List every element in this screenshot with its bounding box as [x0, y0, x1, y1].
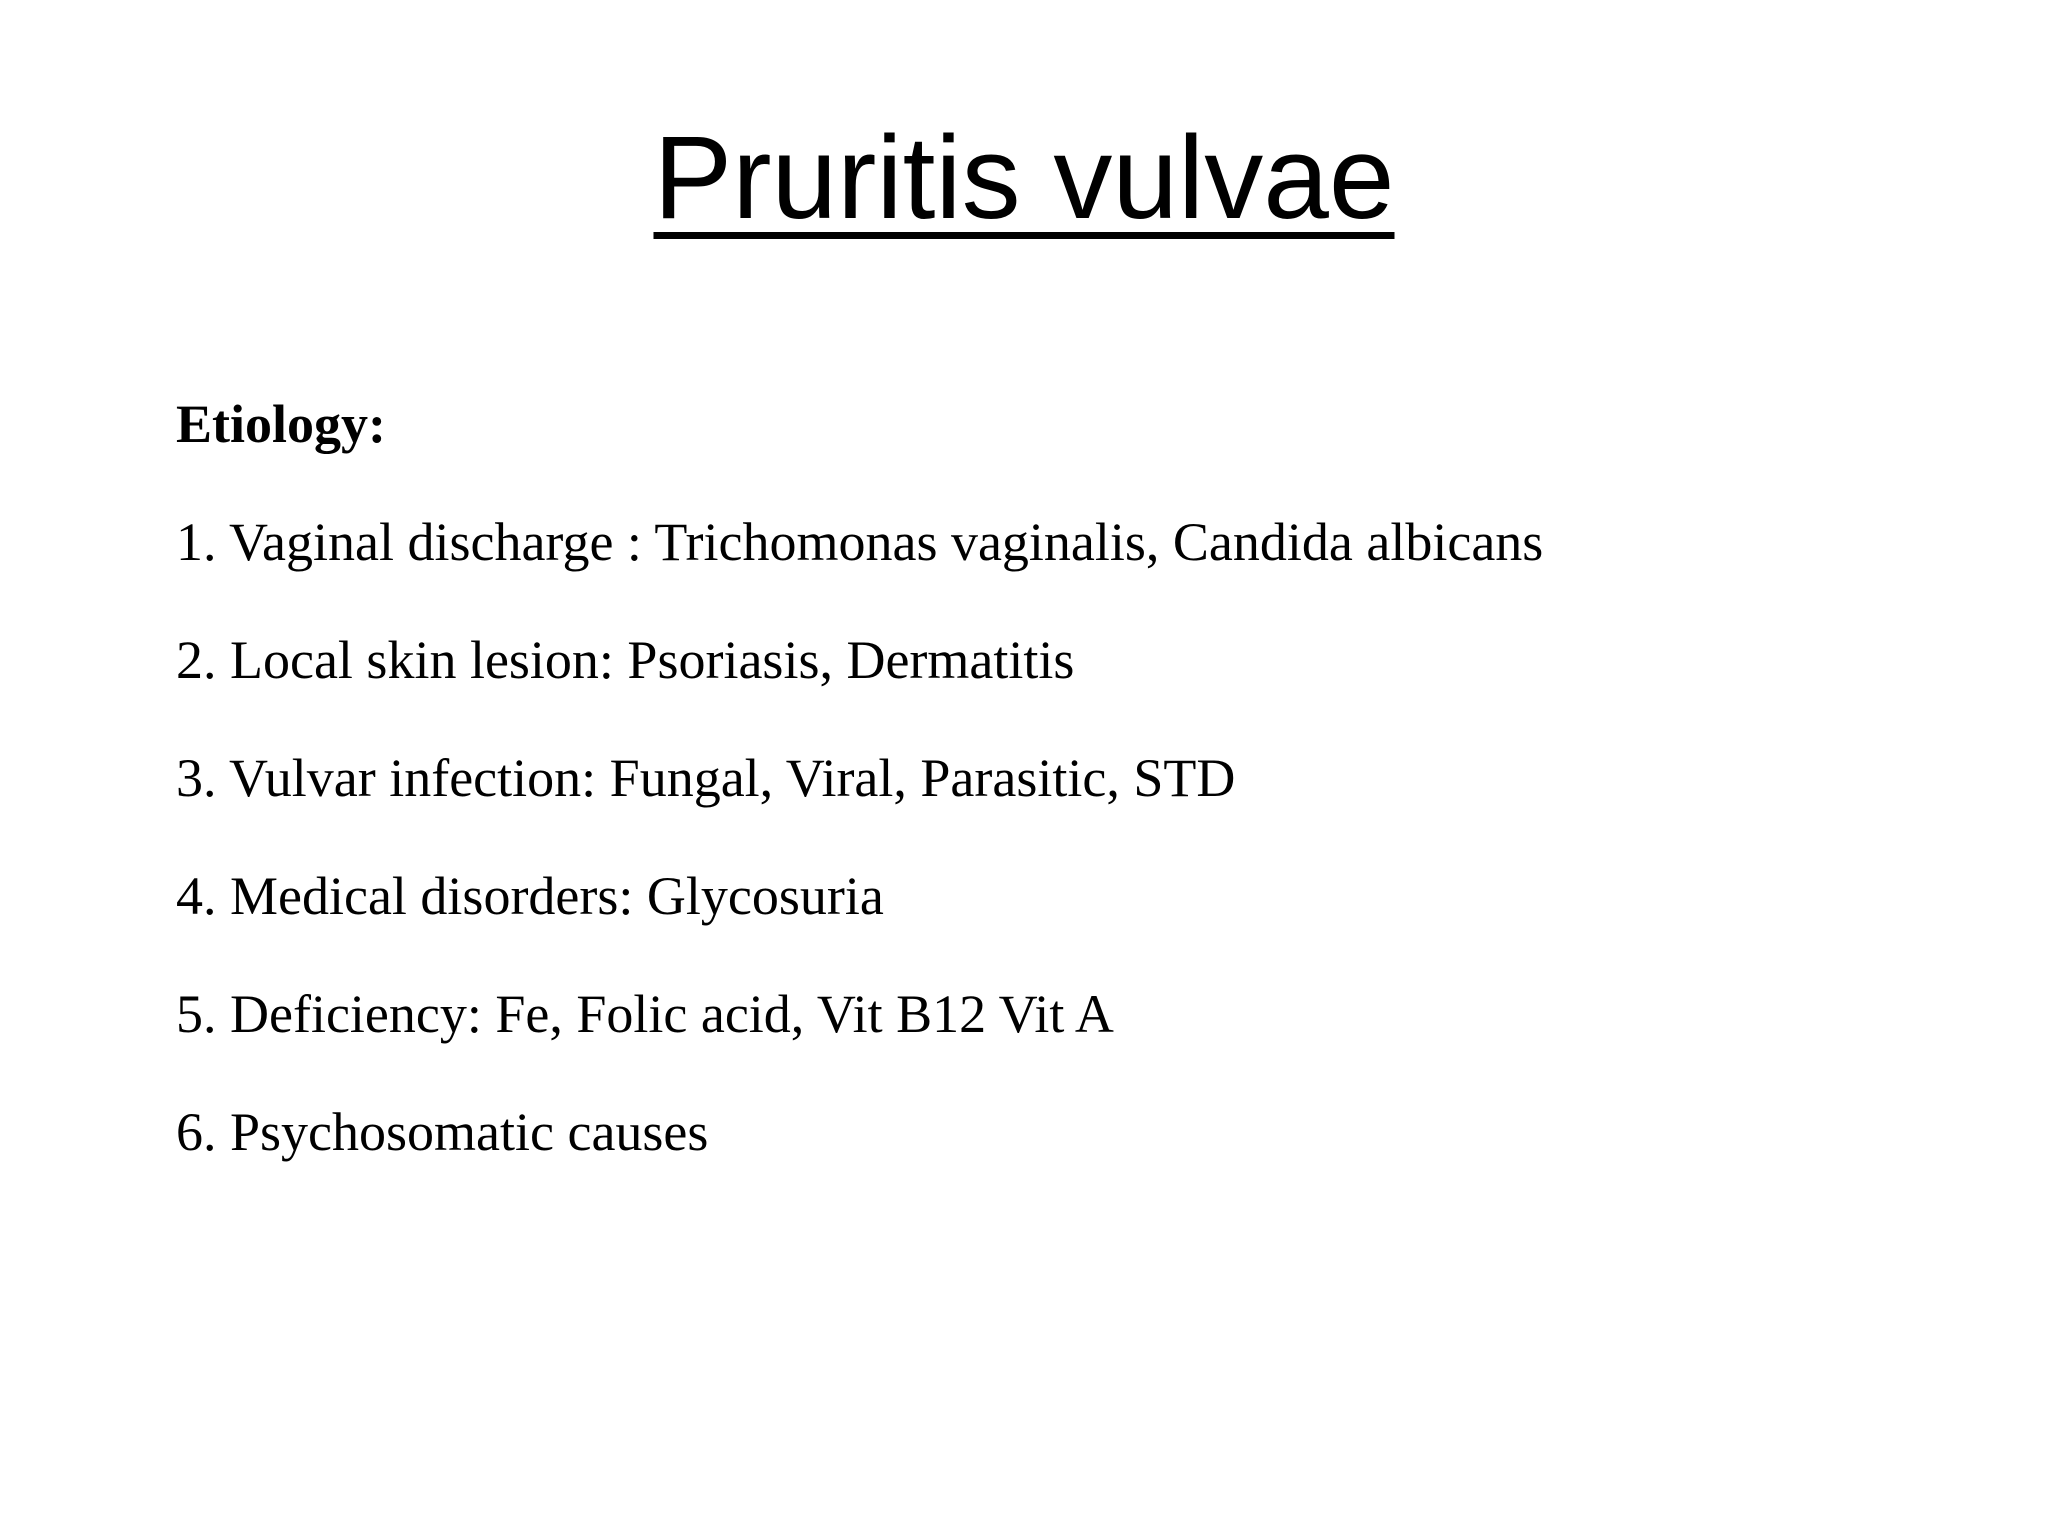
- slide-title: [0, 108, 2048, 248]
- section-heading: Etiology:: [176, 394, 386, 454]
- list-item: 6. Psychosomatic causes: [176, 1102, 709, 1162]
- list-item: 2. Local skin lesion: Psoriasis, Dermatitis: [176, 630, 1075, 690]
- list-item: 1. Vaginal discharge : Trichomonas vaginalis, Candida albicans: [176, 512, 1544, 572]
- slide-body: [176, 392, 1976, 1218]
- etiology-list: [176, 510, 1976, 1164]
- list-item: 4. Medical disorders: Glycosuria: [176, 866, 884, 926]
- list-item: 3. Vulvar infection: Fungal, Viral, Parasitic, STD: [176, 748, 1236, 808]
- slide-title-text: Pruritis vulvae: [653, 112, 1395, 244]
- list-item: 5. Deficiency: Fe, Folic acid, Vit B12 Vit A: [176, 984, 1114, 1044]
